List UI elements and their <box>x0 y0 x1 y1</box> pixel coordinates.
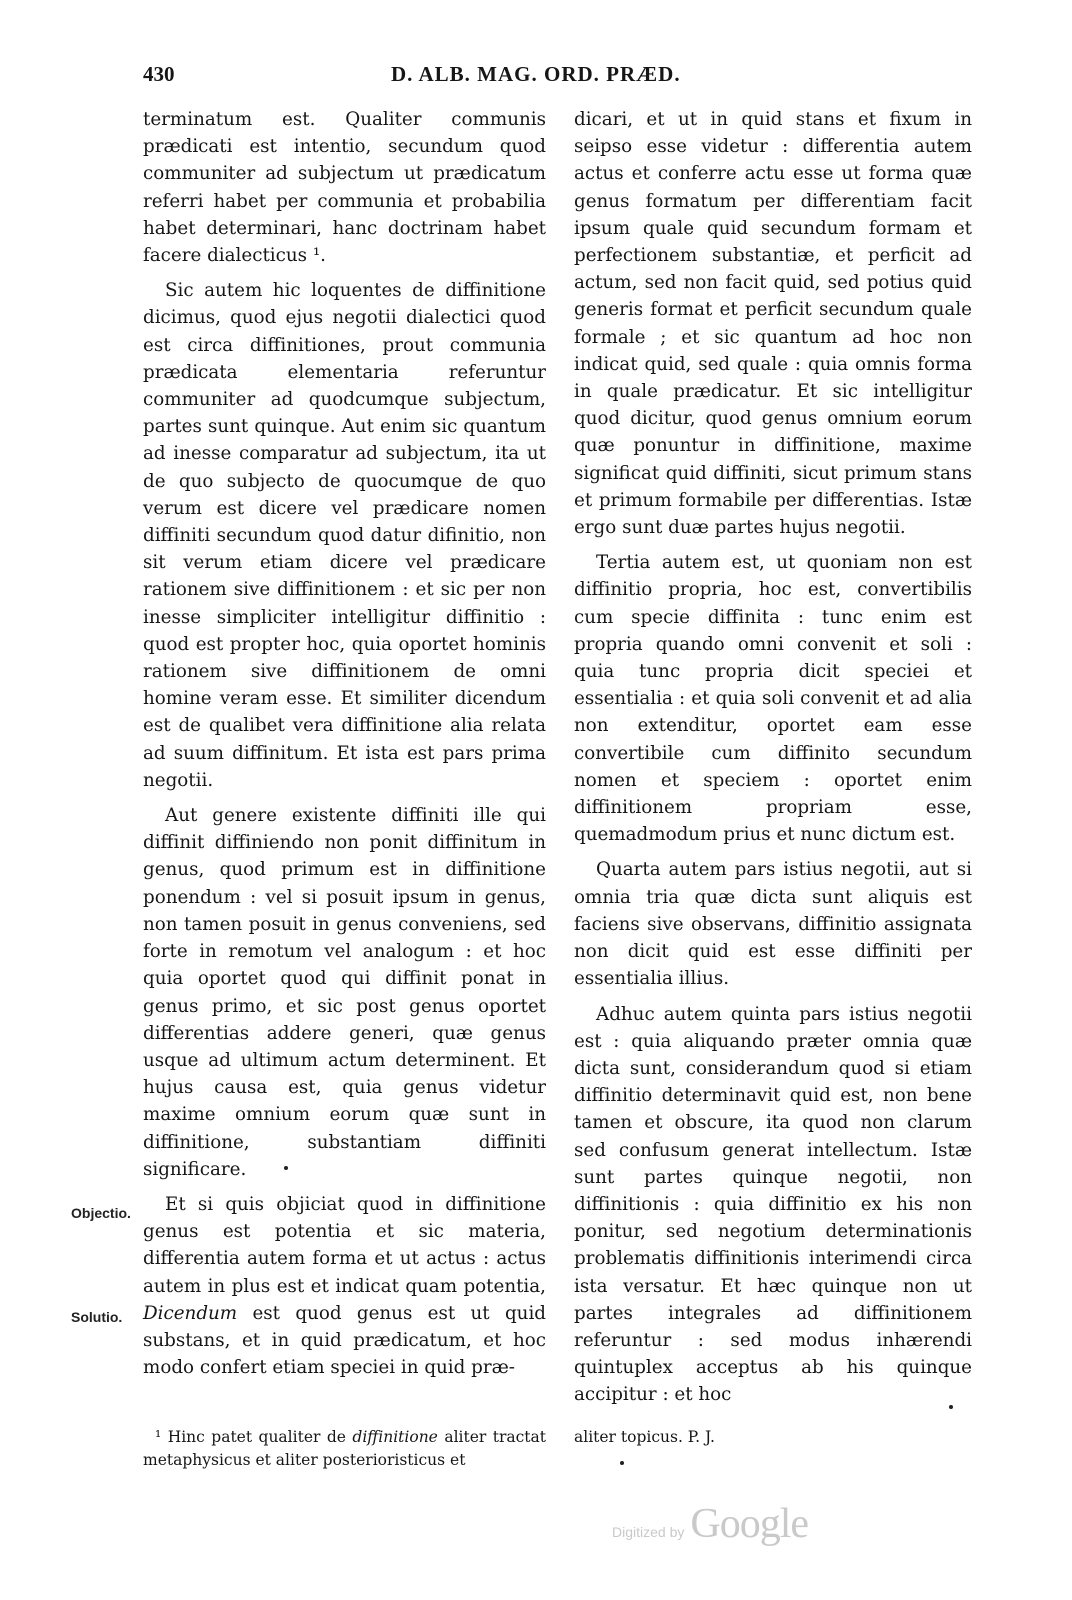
ink-speck <box>949 1405 953 1409</box>
paragraph: Sic autem hic loquentes de diffinitione dicimus, quod ejus negotii dialectici quod est circa diffinitiones, prout communia prædicata elementaria referuntur communiter ad quodcumque subjectum, partes sunt quinque. Aut enim sic quantum ad inesse comparatur ad subjectum, ita ut de quo subjecto de quocumque de quo verum est dicere vel prædicare nomen diffiniti secundum quod datur difinitio, non sit verum etiam dicere vel prædicare rationem sive diffinitionem : et sic per non inesse simpliciter intelligitur diffinitio : quod est propter hoc, quia oportet hominis rationem sive diffinitionem de omni homine veram esse. Et similiter dicendum est de qualibet vera diffinitione alia relata ad suum diffinitum. Et ista est pars prima negotii. <box>143 280 546 791</box>
objection-text: Et si quis objiciat quod in diffinitione genus est potentia et sic materia, differentia autem forma et ut actus : actus autem in plus est et indicat quam potentia, <box>143 1193 546 1297</box>
ink-speck <box>284 1166 288 1170</box>
paragraph: terminatum est. Qualiter communis prædicati est intentio, secundum quod communiter ad subjectum ut prædicatum referri habet per communia et probabilia habet determinari, hanc doctrinam habet facere dialecticus ¹. <box>143 109 546 267</box>
italic-term: Dicendum <box>143 1302 238 1324</box>
footnote-italic: diffinitione <box>352 1428 438 1446</box>
google-logo: Google <box>690 1501 809 1547</box>
running-header <box>143 62 971 96</box>
left-column <box>143 106 546 1389</box>
solution-text: est quod genus est ut quid substans, et in quid prædicatum, et hoc modo confert etiam speciei in quid præ- <box>143 1302 546 1379</box>
paragraph: Quarta autem pars istius negotii, aut si omnia tria quæ dicta sunt aliquis est faciens sive observans, diffinitio assignata non dicit quid est esse diffiniti per essentialia illius. <box>574 859 972 990</box>
footnote-marker: ¹ <box>155 1428 162 1446</box>
footnote-text: Hinc patet qualiter de <box>167 1428 346 1446</box>
paragraph: Adhuc autem quinta pars istius negotii est : quia aliquando præter omnia quæ dicta sunt, considerandum quod si etiam diffinitio determinavit quid est, non bene tamen et obscure, ita quod non clarum sed confusum generat intellectum. Istæ sunt partes quinque negotii, non diffinitionis : quia diffinitio ex his non ponitur, sed negotium determinationis problematis diffinitionis interimendi circa ista versatur. Et hæc quinque non ut partes integrales ad diffinitionem referuntur : sed modus inhærendi quintuplex acceptus ab his quinque accipitur : et hoc <box>574 1003 972 1406</box>
paragraph: Tertia autem est, ut quoniam non est diffinitio propria, hoc est, convertibilis cum specie diffinita : tunc enim est propria quando omni convenit et soli : quia tunc propria dicit speciei et essentialia : et quia soli convenit et ad alia non extenditur, oportet eam esse convertibile cum diffinito secundum nomen et speciem : oportet enim diffinitionem propriam esse, quemadmodum prius et nunc dictum est. <box>574 552 972 846</box>
paragraph: Aut genere existente diffiniti ille qui diffinit diffiniendo non ponit diffinitum in genus, quod primum est in diffinitione ponendum : vel si posuit ipsum in genus, non tamen posuit in genus conveniens, sed forte in remotum vel analogum : et hoc quia oportet quod qui diffinit ponat in genus primo, et sic post genus oportet differentias addere generi, quæ genus usque ad ultimum actum determinent. Et hujus causa est, quia genus videtur maxime omnium eorum quæ sunt in diffinitione, substantiam diffiniti significare. <box>143 805 546 1180</box>
digitized-watermark <box>612 1500 808 1550</box>
paragraph: dicari, et ut in quid stans et fixum in seipso esse videtur : differentia autem actus et conferre actu esse ut forma quæ genus formatum per differentiam facit ipsum quale quid secundum formam et perfectionem substantiæ, et perficit ad actum, sed non facit quid, sed potius quid generis format et perficit secundum quale formale ; et sic quantum ad hoc non indicat quid, sed quale : quia omnis forma in quale prædicatur. Et sic intelligitur quod dicitur, quod genus omnium eorum quæ ponuntur in diffinitione, maxime significat quid diffiniti, sicut primum stans et primum formabile per differentias. Istæ ergo sunt duæ partes hujus negotii. <box>574 109 972 539</box>
page-number: 430 <box>143 62 175 86</box>
running-title: D. ALB. MAG. ORD. PRÆD. <box>391 62 681 86</box>
footnote-left <box>143 1426 546 1472</box>
paragraph <box>143 1191 546 1381</box>
footnote-right <box>574 1426 972 1449</box>
ink-speck <box>620 1461 624 1465</box>
margin-note-objectio: Objectio. <box>71 1205 131 1221</box>
footnote-continuation: aliter topicus. P. J. <box>574 1428 715 1446</box>
margin-note-solutio: Solutio. <box>71 1309 123 1325</box>
watermark-prefix: Digitized by <box>612 1524 685 1540</box>
right-column <box>574 106 972 1417</box>
footnote-text: aliter tractat metaphysicus et aliter posterioristicus et <box>143 1428 547 1469</box>
